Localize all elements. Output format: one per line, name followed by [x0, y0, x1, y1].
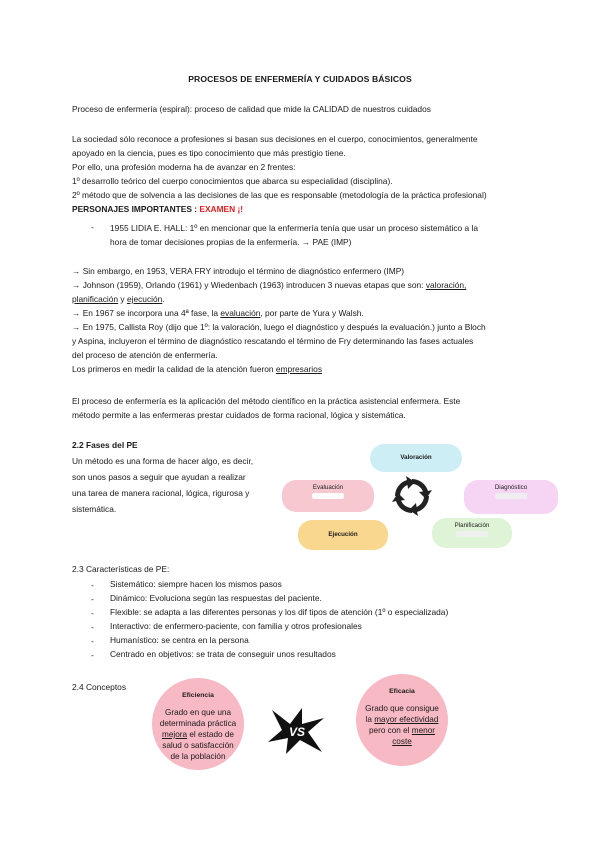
para1-line-3: Por ello, una profesión moderna ha de avanzar en 2 frentes:	[72, 162, 296, 172]
char-item-3: Flexible: se adapta a las diferentes personas y los dif tipos de atención (1º o especializada)	[110, 607, 449, 617]
fases-text-4: sistemática.	[72, 504, 117, 514]
phase-valoracion-label: Valoración	[400, 454, 432, 461]
eficacia-body-c: pero con el	[368, 726, 412, 735]
history-line-7: del proceso de atención de enfermería.	[72, 350, 218, 360]
char-item-4: Interactivo: de enfermero-paciente, con familia y otros profesionales	[110, 621, 362, 631]
history-line-3	[72, 294, 165, 305]
eficiencia-title: Eficiencia	[182, 692, 214, 699]
eficiencia-body-a: Grado en que una determinada práctica	[159, 708, 237, 728]
conceptos-heading: 2.4 Conceptos	[72, 682, 127, 692]
planificacion-term: planificación	[72, 294, 119, 304]
eficacia-body-d: menor coste	[392, 726, 435, 746]
fases-text-2: son unos pasos a seguir que ayudan a realizar	[72, 472, 246, 482]
personajes-line	[72, 204, 243, 215]
obscured-text	[495, 493, 527, 499]
cycle-arrows-icon	[391, 475, 433, 517]
intro-line: Proceso de enfermería (espiral): proceso de calidad que mide la CALIDAD de nuestros cuidados	[72, 104, 431, 114]
eficacia-body-b: mayor efectividad	[374, 715, 439, 724]
history-line-1: → Sin embargo, en 1953, VERA FRY introdujo el término de diagnóstico enfermero (IMP)	[72, 266, 405, 276]
para1-line-2: apoyado en la ciencia, pues es tipo conocimiento que más prestigio tiene.	[72, 148, 346, 158]
eficiencia-body-b: mejora	[162, 730, 188, 739]
phase-valoracion	[370, 444, 462, 472]
eficacia-body-a: Grado que consigue la	[365, 704, 439, 724]
eficacia-body	[365, 703, 439, 747]
eficacia-title: Eficacia	[389, 688, 415, 695]
phase-evaluacion	[282, 480, 374, 512]
history-line-2	[72, 280, 466, 291]
phase-planificacion-label: Planificación	[454, 522, 490, 529]
eficiencia-body	[158, 707, 238, 762]
eficacia-circle	[356, 674, 448, 766]
phase-diagnostico	[464, 480, 558, 514]
page-title: PROCESOS DE ENFERMERÍA Y CUIDADOS BÁSICOS	[188, 74, 412, 84]
fases-heading: 2.2 Fases del PE	[72, 440, 138, 450]
hall-line-1: 1955 LIDIA E. HALL: 1º en mencionar que la enfermería tenía que usar un proceso sistemático a la	[110, 223, 479, 233]
caracteristicas-heading: 2.3 Características de PE:	[72, 564, 170, 574]
history-line-4	[72, 308, 364, 319]
vs-badge-icon	[268, 708, 326, 754]
personajes-label: PERSONAJES IMPORTANTES :	[72, 204, 200, 214]
char-bullet-2: -	[91, 594, 94, 604]
char-bullet-6: -	[91, 650, 94, 660]
empresarios-term: empresarios	[275, 364, 323, 374]
evaluacion-term: evaluación	[220, 308, 261, 318]
phase-ejecucion	[298, 520, 388, 550]
para1-line-4: 1º desarrollo teórico del cuerpo conocimientos que abarca su especialidad (disciplina).	[72, 176, 393, 186]
char-item-6: Centrado en objetivos: se trata de conseguir unos resultados	[110, 649, 336, 659]
valoracion-term: valoración,	[425, 280, 467, 290]
fases-text-3: una tarea de manera racional, lógica, rigurosa y	[72, 488, 250, 498]
char-item-1: Sistemático: siempre hacen los mismos pasos	[110, 579, 282, 589]
history-line-2-text: → Johnson (1959), Orlando (1961) y Wiedenbach (1963) introducen 3 nuevas etapas que son:	[72, 280, 426, 290]
para1-line-5: 2º método que de solvencia a las decisiones de las que es responsable (metodología de la práctica profesional)	[72, 190, 487, 200]
fases-text-1: Un método es una forma de hacer algo, es decir,	[72, 456, 254, 466]
phase-planificacion	[432, 518, 512, 548]
connector-y: y	[118, 294, 127, 304]
char-bullet-5: -	[91, 636, 94, 646]
exam-tag: EXAMEN ¡!	[199, 204, 244, 214]
phase-evaluacion-label: Evaluación	[312, 484, 344, 491]
char-item-2: Dinámico: Evoluciona según las respuestas del paciente.	[110, 593, 322, 603]
ejecucion-term: ejecución	[126, 294, 163, 304]
history-line-6: y Aspina, incluyeron el término de diagnóstico rescatando el término de Fry determinando las fases actuales	[72, 336, 474, 346]
history-line-8-a: Los primeros en medir la calidad de la atención fueron	[72, 364, 276, 374]
history-line-4-c: , por parte de Yura y Walsh.	[260, 308, 364, 318]
eficiencia-body-c: el estado de salud o satisfacción de la población	[162, 730, 234, 761]
phase-diagnostico-label: Diagnóstico	[494, 484, 528, 491]
history-line-5: → En 1975, Callista Roy (dijo que 1º: la valoración, luego el diagnóstico y después la evaluación.) junto a Bloch	[72, 322, 486, 332]
history-line-4-a: → En 1967 se incorpora una 4ª fase, la	[72, 308, 221, 318]
eficiencia-circle	[152, 678, 244, 770]
char-bullet-3: -	[91, 608, 94, 618]
char-bullet-4: -	[91, 622, 94, 632]
hall-bullet: -	[91, 222, 94, 232]
definition-line-2: método permite a las enfermeras prestar cuidados de forma racional, lógica y sistemática.	[72, 410, 406, 420]
definition-line-1: El proceso de enfermería es la aplicación del método científico en la práctica asistencial enfermera. Este	[72, 396, 461, 406]
obscured-text	[456, 531, 488, 537]
char-bullet-1: -	[91, 580, 94, 590]
period: .	[162, 294, 165, 304]
para1-line-1: La sociedad sólo reconoce a profesiones si basan sus decisiones en el cuerpo, conocimientos, generalmente	[72, 134, 478, 144]
obscured-text	[312, 493, 344, 499]
history-line-8	[72, 364, 322, 375]
hall-line-2: hora de tomar decisiones propias de la enfermería. → PAE (IMP)	[110, 237, 352, 247]
phase-ejecucion-label: Ejecución	[328, 531, 358, 538]
char-item-5: Humanístico: se centra en la persona	[110, 635, 249, 645]
vs-label: VS	[288, 725, 306, 739]
